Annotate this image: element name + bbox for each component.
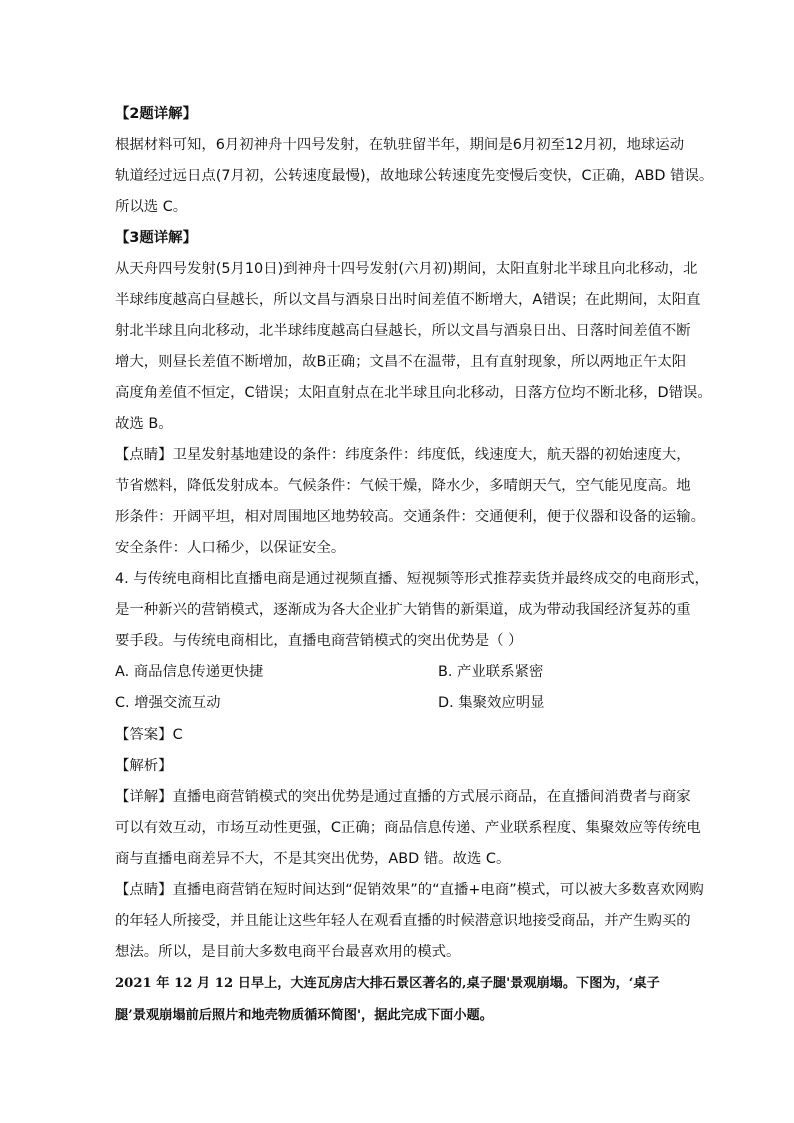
paragraph-line: 根据材料可知，6月初神舟十四号发射，在轨驻留半年，期间是6月初至12月初，地球运动 (115, 137, 685, 153)
detail-paragraph-line: 【详解】直播电商营销模式的突出优势是通过直播的方式展示商品，在直播间消费者与商家 (115, 789, 691, 805)
tip-paragraph-line: 【点睛】直播电商营销在短时间达到“促销效果”的“直播+电商”模式，可以被大多数喜欢网购 (115, 882, 704, 898)
paragraph-line: 半球纬度越高白昼越长，所以文昌与酒泉日出时间差值不断增大，A错误；在此期间，太阳直 (115, 292, 701, 308)
paragraph-line: 射北半球且向北移动，北半球纬度越高白昼越长，所以文昌与酒泉日出、日落时间差值不断 (115, 323, 691, 339)
paragraph-line: 增大，则昼长差值不断增加，故B正确；文昌不在温带，且有直射现象，所以两地正午太阳 (115, 354, 687, 370)
question-2-explanation-heading: 【2题详解】 (115, 106, 197, 122)
detail-paragraph-line: 商与直播电商差异不大，不是其突出优势，ABD 错。故选 C。 (115, 851, 511, 867)
tip-paragraph-line: 安全条件：人口稀少，以保证安全。 (115, 540, 346, 556)
paragraph-line: 从天舟四号发射(5月10日)到神舟十四号发射(六月初)期间，太阳直射北半球且向北移动，北 (115, 261, 698, 277)
analysis-heading: 【解析】 (115, 758, 173, 774)
option-a: A. 商品信息传递更快捷 (115, 664, 264, 680)
paragraph-line: 故选 B。 (115, 416, 173, 432)
paragraph-line: 轨道经过远日点(7月初，公转速度最慢)，故地球公转速度先变慢后变快，C正确，ABD 错误。 (115, 168, 714, 184)
tip-paragraph-line: 想法。所以，是目前大多数电商平台最喜欢用的模式。 (115, 944, 461, 960)
question-4-stem-line: 要手段。与传统电商相比，直播电商营销模式的突出优势是（ ） (115, 633, 523, 649)
option-b: B. 产业联系紧密 (438, 664, 544, 680)
option-d: D. 集聚效应明显 (438, 695, 545, 711)
paragraph-line: 所以选 C。 (115, 199, 188, 215)
question-4-stem-line: 4. 与传统电商相比直播电商是通过视频直播、短视频等形式推荐卖货并最终成交的电商形式， (115, 571, 709, 587)
answer-line: 【答案】C (115, 727, 183, 743)
detail-paragraph-line: 可以有效互动，市场互动性更强，C正确；商品信息传递、产业联系程度、集聚效应等传统电 (115, 820, 701, 836)
tip-paragraph-line: 形条件：开阔平坦，相对周围地区地势较高。交通条件：交通便利，便于仪器和设备的运输。 (115, 509, 706, 525)
paragraph-line: 高度角差值不恒定，C错误；太阳直射点在北半球且向北移动，日落方位均不断北移，D错误。 (115, 385, 712, 401)
option-c: C. 增强交流互动 (115, 695, 221, 711)
question-4-stem-line: 是一种新兴的营销模式，逐渐成为各大企业扩大销售的新渠道，成为带动我国经济复苏的重 (115, 602, 691, 618)
next-question-intro-line: 腿’景观崩塌前后照片和地壳物质循环简图'，据此完成下面小题。 (115, 1008, 493, 1023)
tip-paragraph-line: 节省燃料，降低发射成本。气候条件：气候干燥，降水少，多晴朗天气，空气能见度高。地 (115, 478, 691, 494)
next-question-intro-line: 2021 年 12 月 12 日早上，大连瓦房店大排石景区著名的‚桌子腿'景观崩塌。下图为，‘桌子 (115, 976, 660, 991)
tip-paragraph-line: 【点睛】卫星发射基地建设的条件：纬度条件：纬度低，线速度大，航天器的初始速度大， (115, 447, 691, 463)
question-3-explanation-heading: 【3题详解】 (115, 230, 197, 246)
tip-paragraph-line: 的年轻人所接受，并且能让这些年轻人在观看直播的时候潜意识地接受商品，并产生购买的 (115, 913, 691, 929)
